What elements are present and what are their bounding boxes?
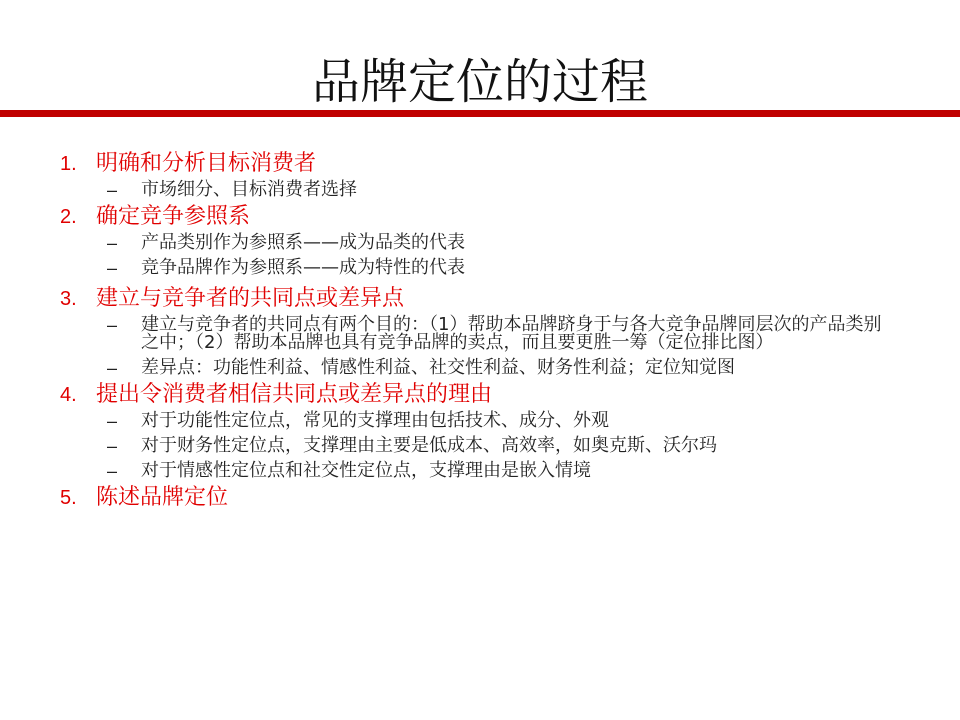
list-item-4	[60, 381, 900, 409]
sub-item	[60, 313, 900, 356]
dash-bullet: –	[107, 411, 118, 431]
list-item-5	[60, 484, 900, 512]
sub-item-text: 市场细分、目标消费者选择	[141, 179, 357, 200]
dash-bullet: –	[107, 461, 118, 481]
sub-item	[60, 434, 900, 459]
item-heading: 确定竞争参照系	[96, 204, 251, 229]
list-item-2	[60, 203, 900, 231]
item-heading: 明确和分析目标消费者	[96, 151, 317, 176]
slide-title: 品牌定位的过程	[311, 54, 648, 110]
item-heading: 陈述品牌定位	[96, 485, 229, 510]
dash-bullet: –	[107, 358, 118, 378]
sub-item-text: 竞争品牌作为参照系——成为特性的代表	[141, 257, 465, 278]
list-item-3	[60, 285, 900, 313]
dash-bullet: –	[107, 436, 118, 456]
dash-bullet: –	[107, 258, 118, 278]
item-number: 4.	[60, 384, 77, 406]
sub-item	[60, 459, 900, 484]
dash-bullet: –	[107, 315, 118, 335]
item-number: 5.	[60, 487, 77, 509]
item-number: 3.	[60, 288, 77, 310]
sub-item	[60, 178, 900, 203]
sub-item-text: 建立与竞争者的共同点有两个目的：（1）帮助本品牌跻身于与各大竞争品牌同层次的产品类别之中；（2）帮助本品牌也具有竞争品牌的卖点，而且要更胜一筹（定位排比图）	[141, 314, 882, 353]
sub-item	[60, 256, 900, 281]
sub-item-text: 产品类别作为参照系——成为品类的代表	[141, 232, 465, 253]
sub-item	[60, 231, 900, 256]
list-item-1	[60, 150, 900, 178]
sub-item	[60, 409, 900, 434]
sub-item	[60, 356, 900, 381]
sub-item-text: 差异点：功能性利益、情感性利益、社交性利益、财务性利益；定位知觉图	[141, 357, 735, 378]
dash-bullet: –	[107, 233, 118, 253]
item-number: 1.	[60, 153, 77, 175]
sub-item-text: 对于功能性定位点，常见的支撑理由包括技术、成分、外观	[141, 410, 609, 431]
sub-item-text: 对于财务性定位点，支撑理由主要是低成本、高效率，如奥克斯、沃尔玛	[141, 435, 717, 456]
item-heading: 提出令消费者相信共同点或差异点的理由	[96, 382, 493, 407]
dash-bullet: –	[107, 180, 118, 200]
item-heading: 建立与竞争者的共同点或差异点	[96, 286, 405, 311]
slide-content	[60, 150, 900, 512]
sub-item-text: 对于情感性定位点和社交性定位点，支撑理由是嵌入情境	[141, 460, 591, 481]
item-number: 2.	[60, 206, 77, 228]
